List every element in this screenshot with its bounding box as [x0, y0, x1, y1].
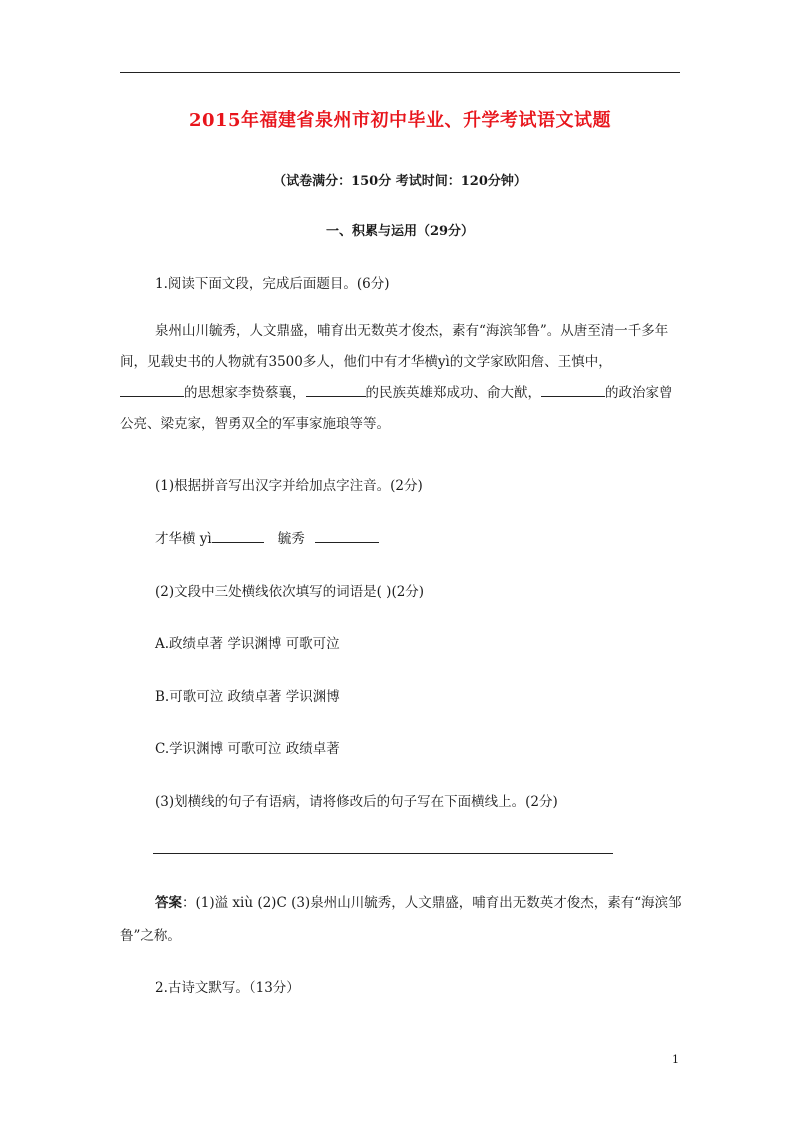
passage-blank-3	[541, 382, 605, 397]
answer-line	[153, 853, 613, 854]
option-a: A.政绩卓著 学识渊博 可歌可泣	[155, 636, 340, 652]
sub-question-2: (2)文段中三处横线依次填写的词语是( )(2分)	[155, 584, 425, 600]
passage-blank-2	[306, 382, 366, 397]
pinyin-blank-2	[315, 528, 379, 543]
passage-text-2: 的思想家李贽蔡襄，	[184, 385, 306, 401]
sub-question-3: (3)划横线的句子有语病，请将修改后的句子写在下面横线上。(2分)	[155, 794, 558, 810]
question-1-stem: 1.阅读下面文段，完成后面题目。(6分)	[155, 276, 390, 292]
passage-text-3: 的民族英雄郑成功、俞大猷，	[365, 385, 541, 401]
answer-block	[120, 887, 685, 953]
answer-colon: ：	[182, 895, 196, 911]
question-1-passage	[120, 316, 685, 440]
header-rule	[120, 72, 680, 73]
answer-label: 答案	[155, 895, 182, 911]
passage-blank-1	[120, 382, 184, 397]
page-number: 1	[672, 1053, 679, 1066]
passage-text-4: 的政治家曾公亮、梁克家，智勇双全的军事家施琅等等。	[120, 385, 673, 432]
question-2-stem: 2.古诗文默写。（13分）	[155, 980, 300, 996]
option-c: C.学识渊博 可歌可泣 政绩卓著	[155, 741, 340, 757]
passage-text-1: 泉州山川毓秀，人文鼎盛，哺育出无数英才俊杰，素有“海滨邹鲁”。从唐至清一千多年间，见载史书的人物就有3500多人，他们中有才华横yì的文学家欧阳詹、王慎中，	[120, 323, 669, 370]
section-heading: 一、积累与运用（29分）	[325, 224, 475, 239]
document-title: 2015年福建省泉州市初中毕业、升学考试语文试题	[188, 110, 612, 131]
answer-text: (1)溢 xiù (2)C (3)泉州山川毓秀，人文鼎盛，哺育出无数英才俊杰，素有“海滨邹鲁”之称。	[120, 895, 682, 944]
exam-info: （试卷满分：150分 考试时间：120分钟）	[273, 174, 527, 189]
pinyin-answer-line	[155, 527, 379, 547]
pinyin-blank-1	[212, 528, 264, 543]
option-b: B.可歌可泣 政绩卓著 学识渊博	[155, 689, 340, 705]
sub-question-1: (1)根据拼音写出汉字并给加点字注音。(2分)	[155, 478, 423, 494]
pinyin-item-1: 才华横 yì	[155, 531, 212, 547]
pinyin-item-2: 毓秀	[277, 531, 305, 547]
